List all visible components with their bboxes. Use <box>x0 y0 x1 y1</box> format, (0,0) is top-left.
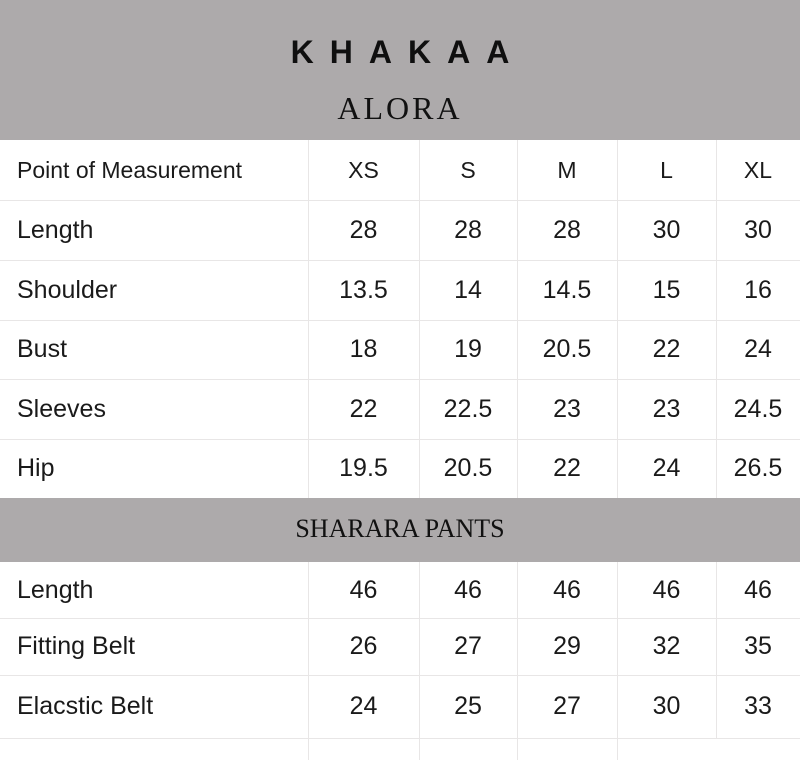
measurement-value: 22.5 <box>443 394 493 423</box>
size-chart-bottom <box>0 562 800 760</box>
measurement-value: 29 <box>553 632 581 660</box>
measurement-value: 24 <box>349 692 378 720</box>
measurement-value: 46 <box>349 575 378 604</box>
table-row <box>0 320 800 380</box>
size-header: XS <box>348 156 379 183</box>
measurement-value: 20.5 <box>542 335 592 363</box>
measurement-value: 46 <box>744 575 772 604</box>
measurement-value: 14 <box>454 275 482 304</box>
measurement-label: Sleeves <box>17 394 106 423</box>
table-row <box>0 200 800 261</box>
header-band <box>0 0 800 140</box>
measurement-value: 27 <box>454 632 482 660</box>
measurement-value: 23 <box>553 394 581 423</box>
column-divider <box>419 738 420 760</box>
column-divider <box>308 738 309 760</box>
column-divider <box>308 562 309 738</box>
measurement-value: 28 <box>454 215 482 244</box>
measurement-value: 24 <box>744 335 772 363</box>
measurement-value: 15 <box>652 275 681 304</box>
measurement-value: 19.5 <box>339 454 388 482</box>
column-divider <box>419 562 420 738</box>
table-row <box>0 618 800 676</box>
table-row <box>0 260 800 321</box>
size-chart-top <box>0 140 800 498</box>
size-header: S <box>460 156 476 183</box>
column-divider <box>308 140 309 498</box>
measurement-label: Shoulder <box>17 275 118 304</box>
measurement-value: 22 <box>553 454 581 482</box>
measurement-value: 24 <box>652 454 681 482</box>
section-title: SHARARA PANTS <box>295 514 505 543</box>
measurement-value: 20.5 <box>443 454 493 482</box>
measurement-label: Hip <box>17 454 55 482</box>
measurement-value: 26.5 <box>733 454 783 482</box>
measurement-value: 25 <box>454 692 482 720</box>
measurement-label: Length <box>17 575 94 604</box>
measurement-value: 18 <box>349 335 378 363</box>
table-row <box>0 675 800 739</box>
column-divider <box>517 738 518 760</box>
measurement-label: Length <box>17 215 94 244</box>
size-header: XL <box>743 156 773 183</box>
section-band <box>0 498 800 562</box>
product-title: ALORA <box>337 90 463 126</box>
measurement-value: 46 <box>454 575 482 604</box>
column-divider <box>617 140 618 498</box>
measurement-value: 30 <box>744 215 772 244</box>
measurement-value: 35 <box>744 632 772 660</box>
measurement-value: 28 <box>349 215 378 244</box>
measurement-value: 26 <box>349 632 378 660</box>
column-divider <box>517 140 518 498</box>
measurement-label: Elacstic Belt <box>17 692 154 720</box>
column-divider <box>716 140 717 498</box>
measurement-value: 46 <box>553 575 581 604</box>
column-divider <box>617 562 618 738</box>
measurement-value: 30 <box>652 215 681 244</box>
table-row <box>0 562 800 619</box>
column-divider <box>419 140 420 498</box>
measurement-value: 19 <box>454 335 482 363</box>
table-header-row <box>0 140 800 201</box>
measurement-value: 22 <box>652 335 681 363</box>
header-label: Point of Measurement <box>17 156 243 183</box>
column-divider <box>716 562 717 738</box>
empty-table-row <box>0 738 800 760</box>
measurement-value: 32 <box>652 632 681 660</box>
column-divider <box>617 738 618 760</box>
table-row <box>0 379 800 440</box>
measurement-value: 13.5 <box>339 275 388 304</box>
measurement-label: Bust <box>17 335 68 363</box>
brand-logo: KHAKAA <box>290 34 526 70</box>
size-header: M <box>557 156 577 183</box>
table-row <box>0 439 800 499</box>
measurement-value: 22 <box>349 394 378 423</box>
measurement-value: 24.5 <box>733 394 783 423</box>
measurement-value: 30 <box>652 692 681 720</box>
measurement-value: 14.5 <box>542 275 592 304</box>
measurement-value: 33 <box>744 692 772 720</box>
measurement-value: 16 <box>744 275 772 304</box>
column-divider <box>517 562 518 738</box>
measurement-value: 23 <box>652 394 681 423</box>
measurement-value: 28 <box>553 215 581 244</box>
measurement-label: Fitting Belt <box>17 632 136 660</box>
measurement-value: 46 <box>652 575 681 604</box>
size-header: L <box>660 156 673 183</box>
measurement-value: 27 <box>553 692 581 720</box>
